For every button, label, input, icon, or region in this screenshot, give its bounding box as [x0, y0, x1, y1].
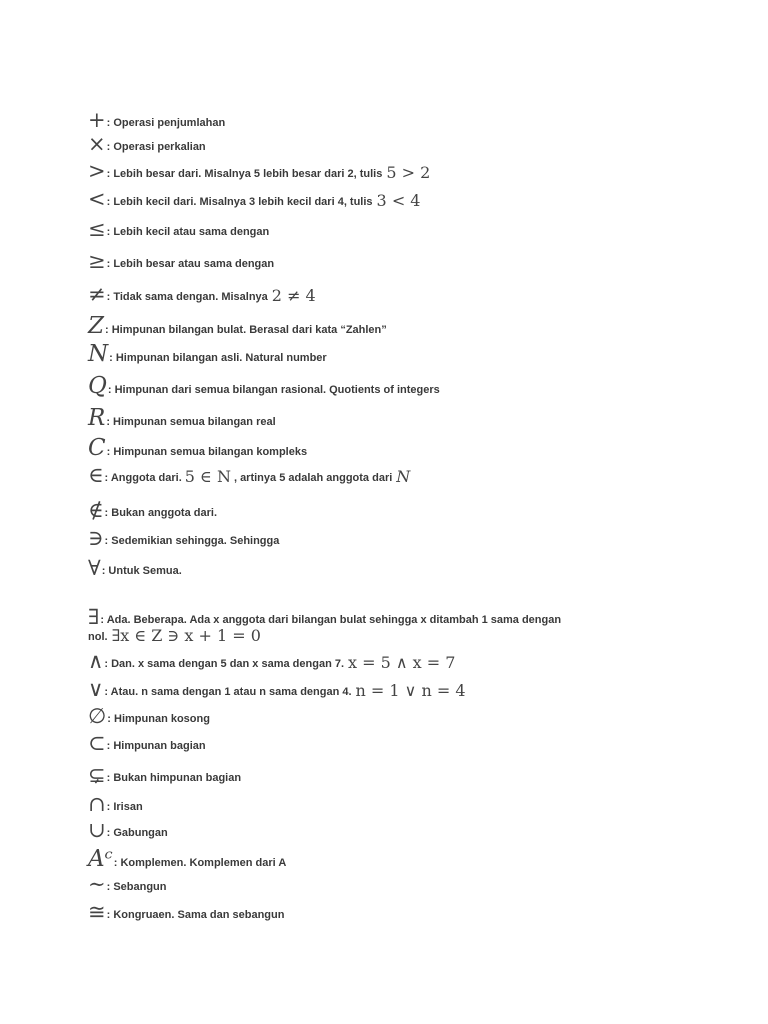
entry-description: : Lebih besar dari. Misalnya 5 lebih besar dari 2, tulis: [106, 168, 383, 180]
entry-intersection: [88, 794, 688, 815]
entry-and: [88, 651, 688, 672]
entry-description: : Himpunan dari semua bilangan rasional. Quotients of integers: [107, 384, 440, 396]
entry-rationals: [88, 375, 688, 398]
reals-symbol: R: [88, 405, 106, 431]
such-that-symbol: ∋: [88, 526, 104, 550]
less-than-symbol: <: [88, 187, 106, 211]
entry-complex: [88, 437, 688, 460]
entry-description: : Himpunan kosong: [107, 713, 210, 725]
entry-such-that: [88, 528, 688, 549]
entry-description: : Himpunan semua bilangan real: [106, 416, 276, 428]
greater-equal-symbol: ≥: [88, 249, 106, 273]
entry-description: : Irisan: [106, 801, 143, 813]
entry-description: : Bukan himpunan bagian: [106, 772, 242, 784]
entry-exists-line2: [88, 628, 261, 645]
congruent-symbol: ≅: [88, 900, 106, 924]
entry-union: [88, 820, 688, 841]
entry-empty-set: [88, 706, 688, 727]
entry-integers: [88, 315, 688, 338]
entry-description: : Anggota dari.: [104, 472, 182, 484]
entry-description: : Operasi perkalian: [106, 141, 206, 153]
entry-description: : Himpunan bagian: [106, 740, 206, 752]
times-symbol: ×: [88, 132, 106, 156]
entry-description: : Gabungan: [106, 827, 168, 839]
logical-or-symbol: ∨: [88, 677, 104, 701]
not-subset-symbol: ⊊: [88, 763, 106, 787]
entry-description: : Lebih kecil dari. Misalnya 3 lebih kecil dari 4, tulis: [106, 196, 373, 208]
math-expression: 2 ≠ 4: [271, 286, 316, 305]
logical-and-symbol: ∧: [88, 649, 104, 673]
empty-set-symbol: ∅: [88, 704, 107, 728]
math-expression: ∃x ∈ Z ∋ x + 1 = 0: [111, 626, 261, 645]
intersection-symbol: ∩: [88, 792, 106, 816]
element-of-symbol: ∈: [88, 463, 104, 487]
entry-for-all: [88, 558, 688, 579]
complex-symbol: C: [88, 435, 106, 461]
entry-description-cont: nol.: [88, 631, 108, 643]
math-expression: x = 5 ∧ x = 7: [348, 653, 456, 672]
math-expression: n = 1 ∨ n = 4: [355, 681, 466, 700]
entry-description: : Bukan anggota dari.: [104, 507, 218, 519]
integers-symbol: Z: [88, 313, 104, 339]
entry-exists: [88, 607, 688, 628]
rationals-symbol: Q: [88, 373, 107, 399]
math-expression-2: N: [396, 467, 411, 486]
entry-element-of: [88, 465, 688, 486]
complement-symbol: Aᶜ: [88, 846, 113, 872]
entry-description: : Lebih besar atau sama dengan: [106, 258, 275, 270]
entry-description: : Untuk Semua.: [101, 565, 182, 577]
entry-description: : Himpunan semua bilangan kompleks: [106, 446, 308, 458]
entry-description-cont: , artinya 5 adalah anggota dari: [233, 472, 393, 484]
entry-similar: [88, 874, 688, 895]
entry-not-element-of: [88, 500, 688, 521]
entry-description: : Komplemen. Komplemen dari A: [113, 857, 287, 869]
not-equal-symbol: ≠: [88, 282, 106, 306]
entry-times: [88, 134, 688, 155]
entry-description: : Himpunan bilangan asli. Natural number: [109, 352, 327, 364]
entry-description: : Sedemikian sehingga. Sehingga: [104, 535, 280, 547]
greater-than-symbol: >: [88, 159, 106, 183]
entry-complement: [88, 848, 688, 871]
plus-symbol: +: [88, 108, 106, 132]
entry-description: : Kongruaen. Sama dan sebangun: [106, 909, 285, 921]
entry-congruent: [88, 902, 688, 923]
similar-symbol: ∼: [88, 872, 106, 896]
entry-description: : Himpunan bilangan bulat. Berasal dari kata “Zahlen”: [104, 324, 387, 336]
entry-plus: [88, 110, 688, 131]
naturals-symbol: N: [88, 341, 109, 367]
less-equal-symbol: ≤: [88, 217, 106, 241]
entry-reals: [88, 407, 688, 430]
entry-less-equal: [88, 219, 688, 240]
entry-description: : Ada. Beberapa. Ada x anggota dari bilangan bulat sehingga x ditambah 1 sama dengan: [100, 614, 562, 626]
entry-description: : Atau. n sama dengan 1 atau n sama dengan 4.: [104, 686, 352, 698]
for-all-symbol: ∀: [88, 556, 101, 580]
entry-greater-than: [88, 161, 688, 182]
entry-greater-equal: [88, 251, 688, 272]
exists-symbol: ∃: [88, 605, 100, 629]
entry-not-equal: [88, 284, 688, 305]
entry-subset: [88, 733, 688, 754]
subset-symbol: ⊂: [88, 731, 106, 755]
math-expression: 3 < 4: [376, 191, 421, 210]
not-element-of-symbol: ∉: [88, 498, 104, 522]
entry-less-than: [88, 189, 688, 210]
math-expression: 5 ∈ N: [184, 467, 231, 486]
entry-not-subset: [88, 765, 688, 786]
entry-description: : Tidak sama dengan. Misalnya: [106, 291, 268, 303]
math-expression: 5 > 2: [386, 163, 431, 182]
entry-description: : Dan. x sama dengan 5 dan x sama dengan 7.: [104, 658, 345, 670]
entry-description: : Lebih kecil atau sama dengan: [106, 226, 270, 238]
entry-or: [88, 679, 688, 700]
union-symbol: ∪: [88, 818, 106, 842]
entry-naturals: [88, 343, 688, 366]
entry-description: : Sebangun: [106, 881, 167, 893]
entry-description: : Operasi penjumlahan: [106, 117, 226, 129]
